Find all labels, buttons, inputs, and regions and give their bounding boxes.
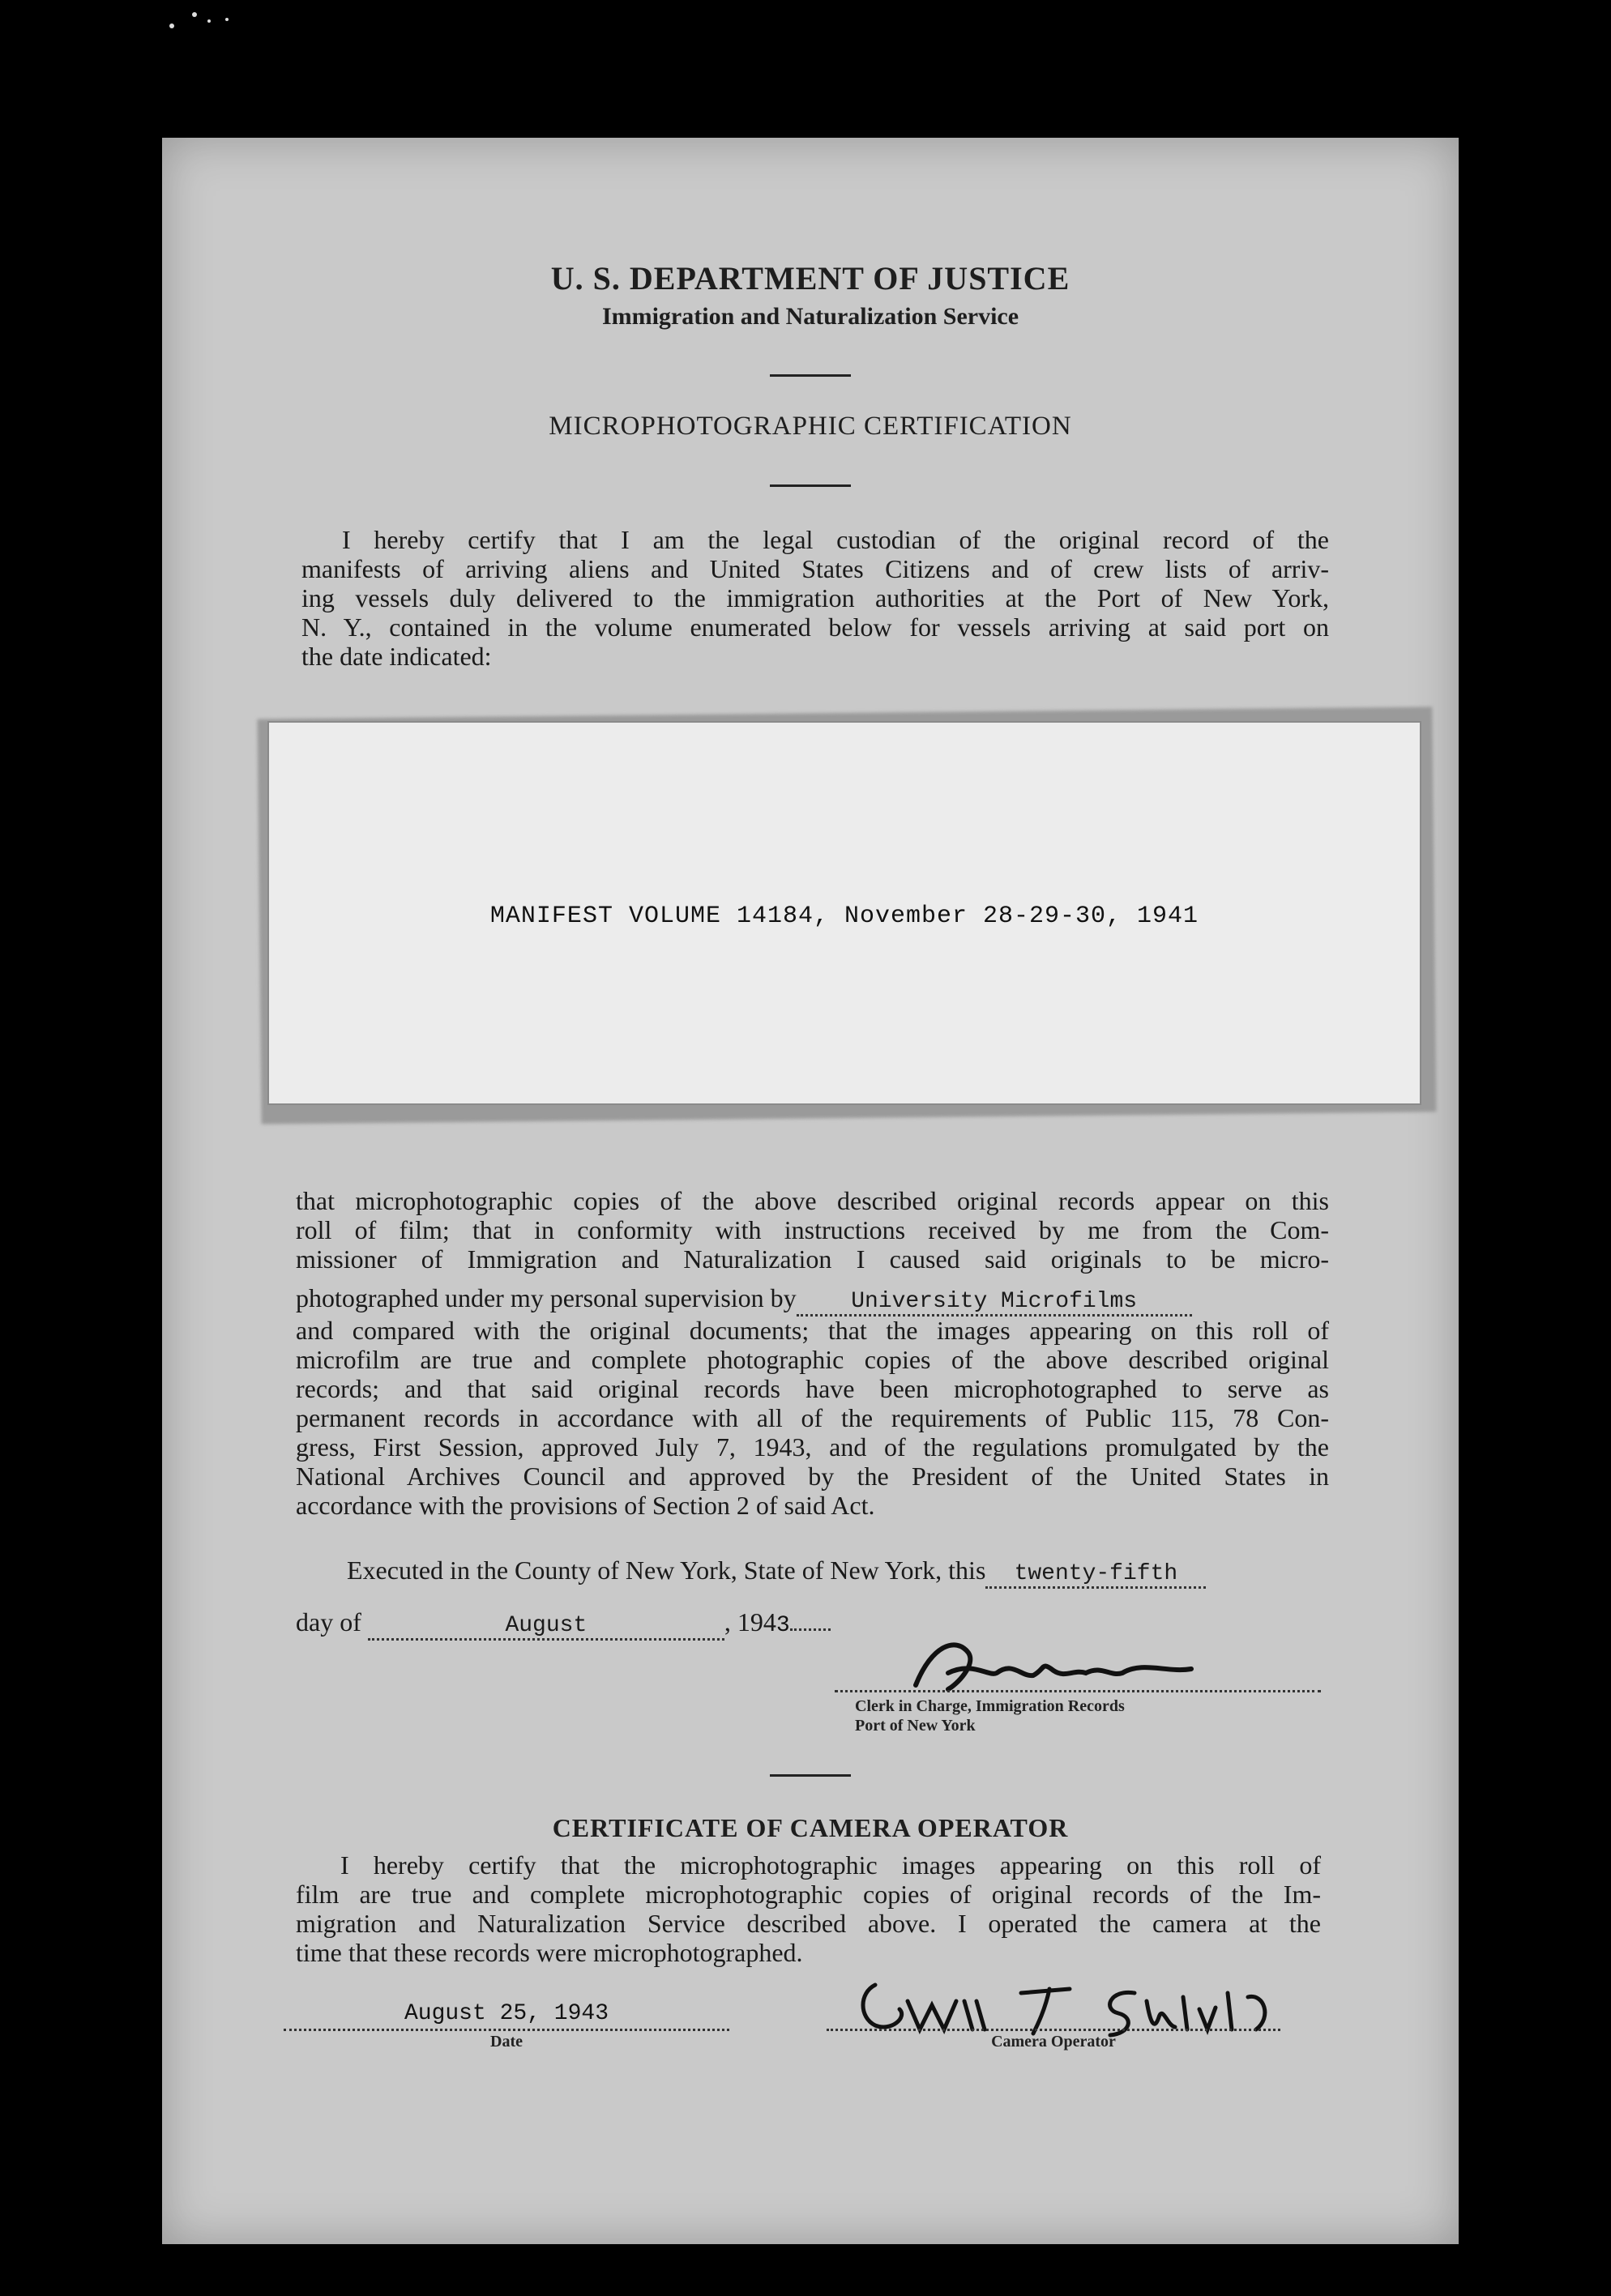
operator-line: migration and Naturalization Service described above. I operated the camera at the	[296, 1909, 1321, 1938]
body-paragraph-a	[296, 1186, 1329, 1274]
manifest-volume-text: MANIFEST VOLUME 14184, November 28-29-30, 1941	[489, 903, 1199, 930]
body-line: microfilm are true and complete photographic copies of the above described original	[296, 1345, 1329, 1374]
title-divider	[770, 484, 851, 487]
body-paragraph-b	[296, 1316, 1329, 1520]
intro-line: the date indicated:	[301, 642, 492, 671]
supervision-prefix: photographed under my personal supervision by	[296, 1283, 797, 1312]
manifest-card	[267, 721, 1421, 1105]
clerk-title	[855, 1696, 1125, 1735]
camera-operator-title: CERTIFICATE OF CAMERA OPERATOR	[552, 1813, 1069, 1842]
executed-prefix: Executed in the County of New York, State of New York, this	[347, 1556, 986, 1585]
operator-signature	[827, 1961, 1329, 2074]
clerk-signature-line	[835, 1690, 1321, 1692]
intro-paragraph	[301, 525, 1329, 671]
year-trailing-dots	[790, 1628, 831, 1631]
intro-line: I hereby certify that I am the legal custodian of the original record of the	[342, 525, 1329, 554]
body-line: permanent records in accordance with all of the requirements of Public 115, 78 Con-	[296, 1403, 1329, 1432]
executed-day-value: twenty-fifth	[985, 1562, 1206, 1589]
clerk-title-line1: Clerk in Charge, Immigration Records	[855, 1697, 1125, 1715]
month-value: August	[368, 1614, 724, 1641]
scan-specks	[0, 0, 243, 49]
certification-title: MICROPHOTOGRAPHIC CERTIFICATION	[549, 412, 1072, 441]
body-line: records; and that said original records have been microphotographed to serve as	[296, 1374, 1329, 1403]
operator-divider	[770, 1774, 851, 1777]
camera-operator-paragraph	[296, 1850, 1321, 1967]
date-line	[284, 2029, 729, 2031]
body-line: gress, First Session, approved July 7, 1943, and of the regulations promulgated by the	[296, 1432, 1329, 1462]
body-line: missioner of Immigration and Naturalization I caused said originals to be micro-	[296, 1244, 1329, 1274]
operator-line: I hereby certify that the microphotographic images appearing on this roll of	[340, 1850, 1321, 1880]
body-line: roll of film; that in conformity with instructions received by me from the Com-	[296, 1215, 1329, 1244]
year-prefix: , 194	[724, 1607, 776, 1637]
clerk-title-line2: Port of New York	[855, 1717, 976, 1735]
body-line: that microphotographic copies of the above described original records appear on this	[296, 1186, 1329, 1215]
date-label: Date	[490, 2033, 523, 2051]
header-divider	[770, 374, 851, 377]
operator-line-rule	[827, 2029, 1280, 2031]
supervision-value: University Microfilms	[797, 1290, 1192, 1317]
day-of-label: day of	[296, 1607, 361, 1637]
operator-line: film are true and complete microphotographic copies of original records of the Im-	[296, 1880, 1321, 1909]
executed-line	[347, 1556, 1206, 1589]
department-title: U. S. DEPARTMENT OF JUSTICE	[550, 260, 1070, 297]
intro-line: manifests of arriving aliens and United States Citizens and of crew lists of arriv-	[301, 554, 1329, 583]
supervision-line	[296, 1283, 1329, 1317]
camera-operator-label: Camera Operator	[991, 2033, 1116, 2051]
year-digit: 3	[776, 1613, 790, 1638]
certificate-page	[162, 138, 1459, 2244]
service-subtitle: Immigration and Naturalization Service	[601, 303, 1019, 330]
intro-line: ing vessels duly delivered to the immigration authorities at the Port of New York,	[301, 583, 1329, 612]
body-line: and compared with the original documents; that the images appearing on this roll of	[296, 1316, 1329, 1345]
body-line: National Archives Council and approved by the President of the United States in	[296, 1462, 1329, 1491]
body-line: accordance with the provisions of Section 2 of said Act.	[296, 1491, 875, 1520]
date-value: August 25, 1943	[404, 2001, 609, 2026]
intro-line: N. Y., contained in the volume enumerated below for vessels arriving at said port on	[301, 612, 1329, 642]
operator-line: time that these records were microphotographed.	[296, 1938, 803, 1967]
day-of-line	[296, 1607, 831, 1641]
